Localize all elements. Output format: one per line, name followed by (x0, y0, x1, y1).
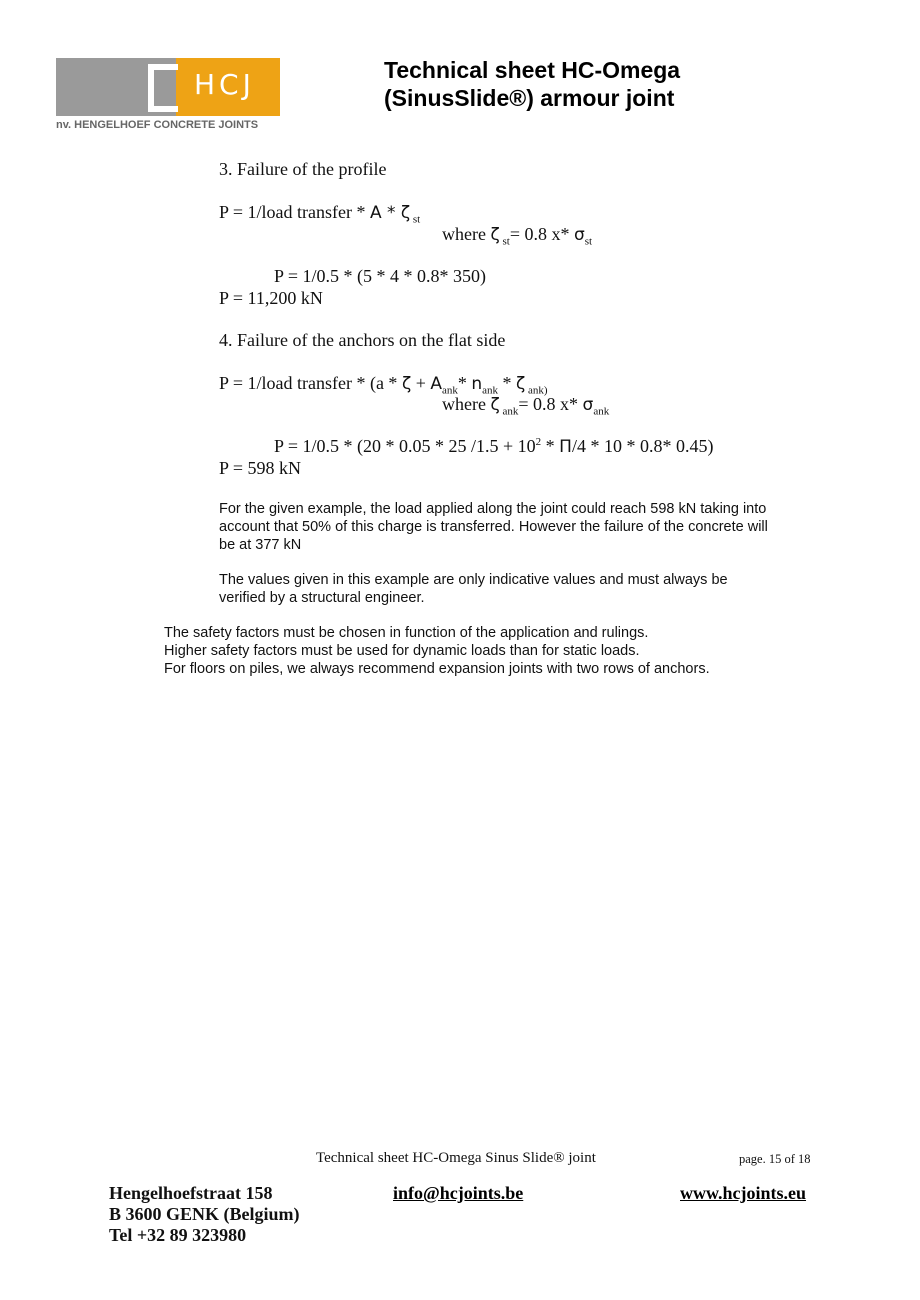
formula-zeta-symbol: ζ (401, 374, 412, 394)
page-title-line1: Technical sheet HC-Omega (384, 57, 681, 83)
where-equation: = 0.8 x* (518, 394, 583, 414)
formula-star: * (381, 203, 401, 223)
section3-result: P = 11,200 kN (219, 288, 323, 308)
section3-formula (219, 201, 420, 224)
calc-part-c: /4 * 10 * 0.8* 0.45) (571, 436, 714, 456)
footer-phone: Tel +32 89 323980 (109, 1225, 247, 1245)
note-paragraph1-line2: account that 50% of this charge is transferred. However the failure of the concrete will (219, 519, 768, 535)
section3-heading: 3. Failure of the profile (219, 159, 387, 179)
where-equation: = 0.8 x* (509, 224, 574, 244)
formula-n-symbol: n (471, 374, 483, 394)
where-subscript: st (499, 235, 510, 248)
where-zeta-symbol: ζ (490, 395, 500, 415)
footer-address-line1: Hengelhoefstraat 158 (109, 1183, 273, 1203)
where-sigma-subscript: ank (593, 405, 610, 418)
where-zeta-symbol: ζ (490, 225, 500, 245)
footer-address-line2: B 3600 GENK (Belgium) (109, 1204, 300, 1224)
where-sigma-symbol: σ (573, 225, 585, 245)
formula-closing-subscript: ank) (525, 384, 548, 397)
logo-company-name: nv. HENGELHOEF CONCRETE JOINTS (56, 119, 259, 131)
section4-result: P = 598 kN (219, 458, 301, 478)
formula-star: * (498, 373, 517, 393)
formula-star: * (457, 373, 472, 393)
note-paragraph1-line3: be at 377 kN (219, 537, 302, 553)
page-title-line2: (SinusSlide®) armour joint (384, 85, 675, 111)
where-sigma-symbol: σ (582, 395, 594, 415)
note-paragraph2-line1: The values given in this example are only indicative values and must always be (219, 572, 728, 588)
formula-plus: + (411, 373, 431, 393)
formula-zeta-symbol: ζ (400, 203, 411, 223)
section3-where (442, 223, 592, 246)
formula-subscript: st (410, 213, 421, 226)
section3-calculation: P = 1/0.5 * (5 * 4 * 0.8* 350) (274, 266, 486, 286)
safety-note-line2: Higher safety factors must be used for dynamic loads than for static loads. (164, 643, 640, 659)
footer-email-link[interactable]: info@hcjoints.be (393, 1183, 524, 1203)
formula-area-subscript: ank (441, 384, 458, 397)
note-paragraph2-line2: verified by a structural engineer. (219, 590, 425, 606)
calc-part-b: * (541, 436, 560, 456)
note-paragraph1-line1: For the given example, the load applied along the joint could reach 598 kN taking into (219, 501, 767, 517)
section4-heading: 4. Failure of the anchors on the flat side (219, 330, 506, 350)
where-subscript: ank (499, 405, 519, 418)
formula-area-symbol: A (430, 374, 442, 394)
calc-part-a: P = 1/0.5 * (20 * 0.05 * 25 /1.5 + 10 (274, 436, 536, 456)
where-sigma-subscript: st (584, 235, 593, 248)
calc-exponent: 2 (535, 436, 542, 448)
formula-area-symbol: A (369, 203, 382, 223)
footer-page-number: page. 15 of 18 (739, 1152, 811, 1166)
safety-note-line3: For floors on piles, we always recommend expansion joints with two rows of anchors. (164, 661, 710, 677)
section4-where (442, 393, 609, 416)
footer-website-link[interactable]: www.hcjoints.eu (680, 1183, 807, 1203)
company-logo (56, 58, 282, 134)
where-label: where (442, 394, 491, 414)
logo-bracket-mark (148, 64, 178, 112)
where-label: where (442, 224, 491, 244)
calc-pi-symbol: П (559, 437, 572, 457)
formula-zeta-symbol: ζ (516, 374, 526, 394)
formula-prefix: P = 1/load transfer * (219, 202, 370, 222)
section4-calculation (274, 435, 713, 458)
formula-n-subscript: ank (482, 384, 499, 397)
footer-sheet-title: Technical sheet HC-Omega Sinus Slide® joint (316, 1150, 596, 1166)
formula-prefix: P = 1/load transfer * (a * (219, 373, 402, 393)
section4-formula (219, 372, 548, 395)
safety-note-line1: The safety factors must be chosen in function of the application and rulings. (164, 625, 649, 641)
logo-text: HCJ (194, 68, 255, 101)
